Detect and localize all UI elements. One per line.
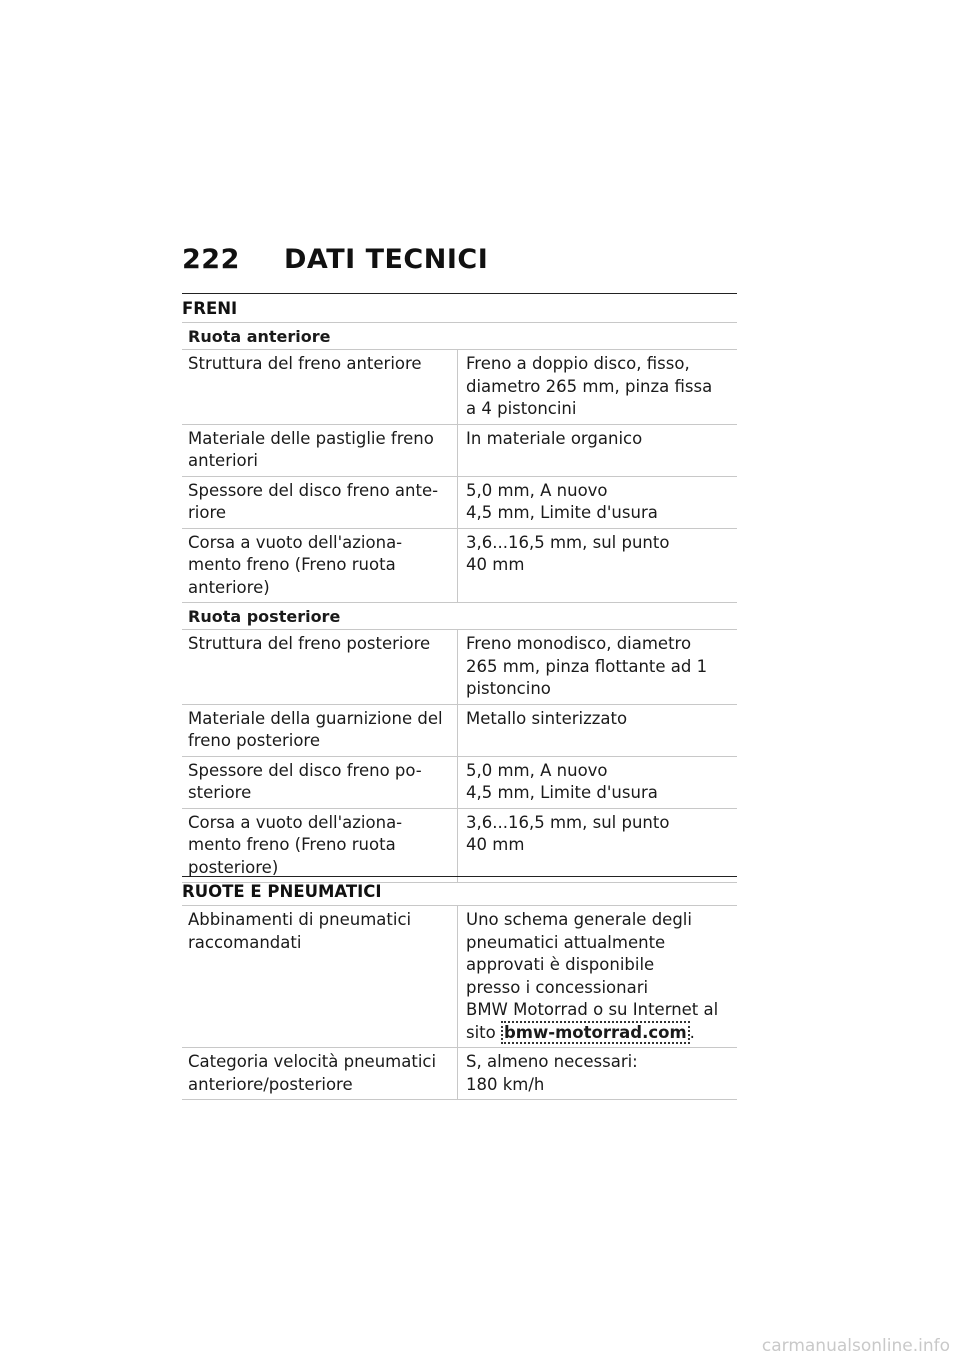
row-value: 5,0 mm, A nuovo 4,5 mm, Limite d'usura — [466, 480, 658, 522]
row-label: Corsa a vuoto dell'aziona- mento freno (Freno ruota anteriore) — [182, 529, 458, 603]
section-ruote-pneumatici — [182, 876, 737, 1100]
row-label: Categoria velocità pneumatici anteriore/posteriore — [182, 1048, 458, 1099]
row-value — [458, 906, 737, 1047]
section-title: FRENI — [182, 298, 737, 323]
table-row — [182, 705, 737, 757]
row-label: Corsa a vuoto dell'aziona- mento freno (Freno ruota posteriore) — [182, 809, 458, 883]
table-row — [182, 906, 737, 1048]
table-row — [182, 757, 737, 809]
table-row — [182, 477, 737, 529]
page-title: DATI TECNICI — [284, 244, 489, 275]
row-value: In materiale organico — [466, 428, 643, 448]
table-row — [182, 425, 737, 477]
table-row — [182, 1048, 737, 1100]
row-value: 3,6...16,5 mm, sul punto 40 mm — [466, 532, 670, 574]
row-value: Metallo sinterizzato — [466, 708, 628, 728]
section-freni — [182, 293, 737, 883]
row-label: Spessore del disco freno ante- riore — [182, 477, 458, 528]
table-row — [182, 350, 737, 425]
table-row — [182, 630, 737, 705]
row-label: Abbinamenti di pneumatici raccomandati — [182, 906, 458, 1047]
row-value: Freno monodisco, diametro 265 mm, pinza flottante ad 1 pistoncino — [466, 634, 708, 698]
row-value: Freno a doppio disco, fisso, diametro 265 mm, pinza fissa a 4 pistoncini — [466, 354, 713, 418]
row-label: Struttura del freno anteriore — [182, 350, 458, 424]
row-label: Materiale della guarnizione del freno posteriore — [182, 705, 458, 756]
table-row — [182, 529, 737, 604]
row-label: Spessore del disco freno po- steriore — [182, 757, 458, 808]
row-label: Struttura del freno posteriore — [182, 630, 458, 704]
row-label: Materiale delle pastiglie freno anteriori — [182, 425, 458, 476]
row-value: 3,6...16,5 mm, sul punto 40 mm — [466, 812, 670, 854]
website-link[interactable]: bmw-motorrad.com — [501, 1021, 690, 1044]
page-number: 222 — [182, 244, 240, 275]
watermark: carmanualsonline.info — [761, 1336, 950, 1356]
section-title: RUOTE E PNEUMATICI — [182, 881, 737, 906]
row-value-suffix: . — [689, 1022, 695, 1042]
table-row — [182, 809, 737, 884]
group-heading: Ruota posteriore — [182, 603, 737, 630]
row-value: 5,0 mm, A nuovo 4,5 mm, Limite d'usura — [466, 760, 658, 802]
group-heading: Ruota anteriore — [182, 323, 737, 350]
page-header — [182, 244, 742, 275]
row-value-text: Uno schema generale degli pneumatici attualmente approvati è disponibile presso i concessionari BMW Motorrad o su Internet al sito — [466, 910, 719, 1042]
row-value: S, almeno necessari: 180 km/h — [466, 1052, 638, 1094]
